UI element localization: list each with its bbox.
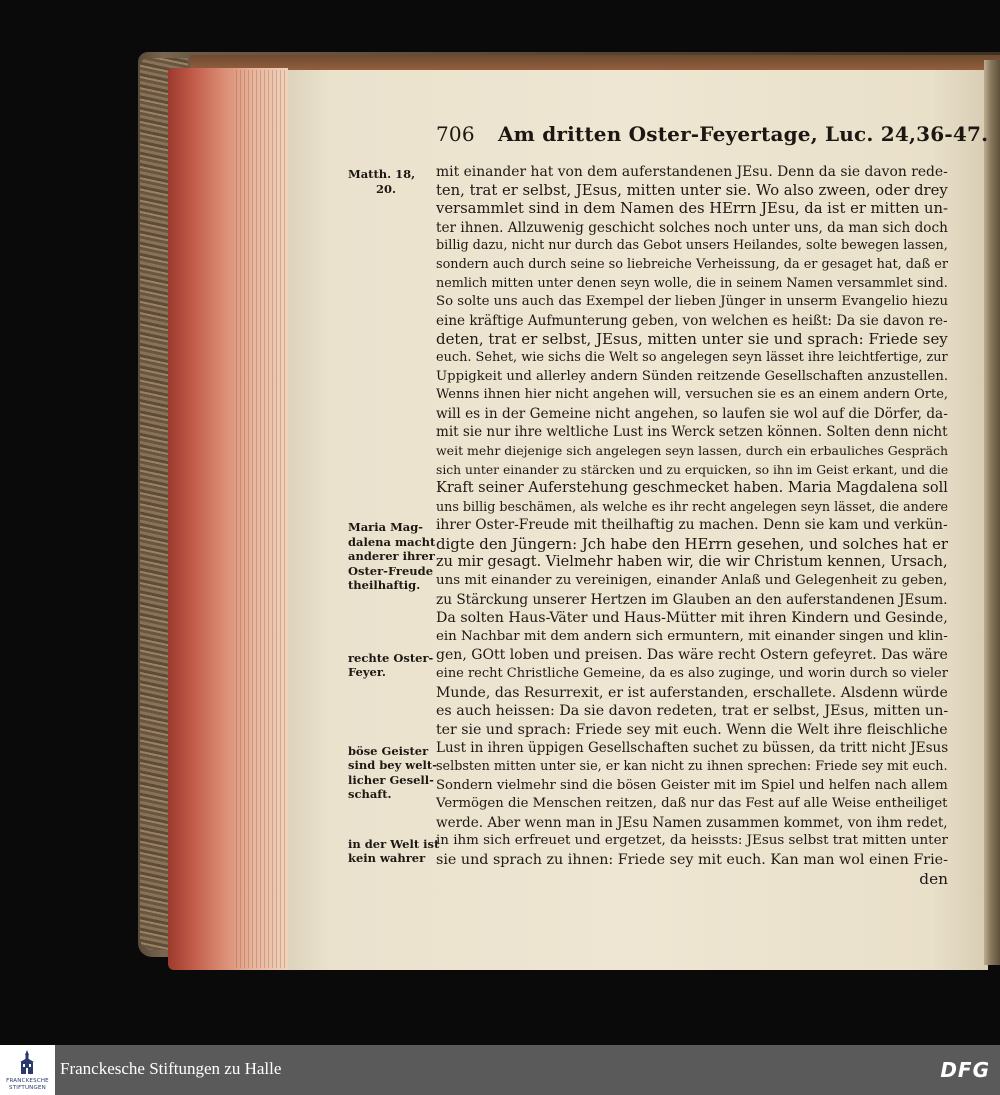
text-line: uns mit einander zu vereinigen, einander Anlaß und Gelegenheit zu geben, (436, 573, 948, 589)
margin-note-line: kein wahrer (348, 851, 426, 866)
text-line: nemlich mitten unter denen seyn wolle, die in seinem Namen versammlet sind. (436, 275, 948, 291)
margin-note-line: Feyer. (348, 665, 386, 680)
margin-note-line: in der Welt ist (348, 836, 440, 851)
margin-note-line: dalena macht (348, 534, 436, 549)
text-line: Munde, das Resurrexit, er ist auferstanden, erschallete. Alsdenn würde (436, 684, 948, 701)
text-line: Uppigkeit und allerley andern Sünden reitzende Gesellschaften anzustellen. (436, 368, 949, 384)
institution-name[interactable]: Franckesche Stiftungen zu Halle (60, 1059, 282, 1078)
margin-note (348, 837, 439, 866)
text-line: digte den Jüngern: Jch habe den HErrn gesehen, und solches hat er (436, 534, 949, 553)
text-line: Sondern vielmehr sind die bösen Geister mit im Spiel und helfen nach allem (436, 777, 948, 793)
building-icon (18, 1050, 36, 1076)
margin-note (348, 744, 437, 802)
text-line: uns billig beschämen, als welche es ihr recht angelegen seyn lässet, die andere (436, 498, 949, 514)
margin-note-line: sind bey welt- (348, 758, 437, 773)
text-line: den (919, 869, 948, 888)
footer-bar (0, 1045, 1000, 1095)
institution-logo[interactable] (0, 1045, 55, 1095)
running-title: Am dritten Oster-Feyertage, Luc. 24,36-47. (497, 122, 989, 146)
book-spine-right (984, 60, 1000, 965)
margin-note-line: Matth. 18, (348, 167, 416, 181)
margin-note (348, 651, 433, 680)
text-line: sich unter einander zu stärcken und zu erquicken, so ihn im Geist erkant, und die (436, 462, 949, 477)
dfg-logo[interactable]: DFG (940, 1058, 990, 1082)
text-line: weit mehr diejenige sich angelegen seyn lassen, durch ein erbauliches Gespräch (436, 442, 948, 458)
running-header (436, 122, 988, 152)
text-line: mit einander hat von dem auferstandenen JEsu. Denn da sie davon rede- (436, 164, 948, 180)
text-line: ter ihnen. Allzuwenig geschicht solches noch unter uns, da man sich doch (436, 219, 948, 236)
text-line: Lust in ihren üppigen Gesellschaften suchet zu büssen, da tritt nicht JEsus (436, 740, 949, 757)
text-line: zu mir gesagt. Vielmehr haben wir, die wir Christum kennen, Ursach, (436, 554, 948, 571)
margin-note-line: böse Geister (348, 743, 429, 758)
text-line: will es in der Gemeine nicht angehen, so laufen sie wol auf die Dörfer, da- (436, 405, 948, 422)
text-line: es auch heissen: Da sie davon redeten, trat er selbst, JEsus, mitten un- (436, 703, 949, 720)
text-line: eine recht Christliche Gemeine, da es also zuginge, und worin durch so vieler (436, 666, 948, 682)
page-edge-lines (236, 70, 288, 968)
text-line: Kraft seiner Auferstehung geschmecket haben. Maria Magdalena soll (436, 480, 948, 497)
margin-note-line: Maria Mag- (348, 520, 424, 535)
text-line: gen, GOtt loben und preisen. Das wäre recht Ostern gefeyret. Das wäre (436, 647, 948, 664)
margin-note-line: schaft. (348, 787, 392, 802)
text-line: in ihm sich erfreuet und ergetzet, da heissts: JEsus selbst trat mitten unter (436, 833, 948, 849)
margin-note-line: rechte Oster- (348, 650, 434, 665)
text-line: ten, trat er selbst, JEsus, mitten unter sie. Wo also zween, oder drey (436, 181, 948, 199)
text-line: ihrer Oster-Freude mit theilhaftig zu machen. Denn sie kam und verkün- (436, 517, 948, 534)
margin-note-line: Oster-Freude (348, 563, 434, 578)
logo-text: FRANCKESCHE STIFTUNGEN (6, 1078, 49, 1091)
text-line: versammlet sind in dem Namen des HErrn JEsu, da ist er mitten un- (436, 200, 949, 218)
margin-note-line: licher Gesell- (348, 772, 434, 787)
page-number: 706 (436, 122, 475, 146)
text-line: sondern auch durch seine so liebreiche Verheissung, da er gesaget hat, daß er (436, 256, 949, 272)
text-line: euch. Sehet, wie sichs die Welt so angelegen seyn lässet ihre leichtfertige, zur (436, 349, 948, 365)
text-line: sie und sprach zu ihnen: Friede sey mit euch. Kan man wol einen Frie- (436, 851, 948, 868)
body-text (436, 163, 948, 888)
text-line: Da solten Haus-Väter und Haus-Mütter mit ihren Kindern und Gesinde, (436, 610, 948, 627)
margin-note-line: anderer ihrer (348, 549, 435, 564)
text-line: billig dazu, nicht nur durch das Gebot unsers Heilandes, solte bewegen lassen, (436, 238, 948, 254)
text-line: selbsten mitten unter sie, er kan nicht zu ihnen sprechen: Friede sey mit euch. (436, 759, 948, 774)
text-line: ter sie und sprach: Friede sey mit euch. Wenn die Welt ihre fleischliche (436, 721, 948, 738)
text-line: So solte uns auch das Exempel der lieben Jünger in unserm Evangelio hiezu (436, 294, 949, 310)
text-line: deten, trat er selbst, JEsus, mitten unter sie und sprach: Friede sey (436, 330, 948, 349)
text-line: eine kräftige Aufmunterung geben, von welchen es heißt: Da sie davon re- (436, 312, 948, 329)
margin-note-line: 20. (376, 181, 397, 196)
text-line: mit sie nur ihre weltliche Lust ins Werck setzen können. Solten denn nicht (436, 424, 948, 441)
margin-note (348, 167, 415, 196)
margin-note-line: theilhaftig. (348, 578, 421, 593)
margin-note (348, 520, 435, 593)
text-line: ein Nachbar mit dem andern sich ermuntern, mit einander singen und klin- (436, 628, 948, 644)
text-line: zu Stärckung unserer Hertzen im Glauben an den auferstandenen JEsum. (436, 591, 948, 608)
text-line: werde. Aber wenn man in JEsu Namen zusammen kommet, von ihm redet, (436, 814, 948, 831)
text-line: Wenns ihnen hier nicht angehen will, versuchen sie es an einem andern Orte, (436, 387, 949, 403)
text-line: Vermögen die Menschen reitzen, daß nur das Fest auf alle Weise entheiliget (436, 796, 948, 812)
